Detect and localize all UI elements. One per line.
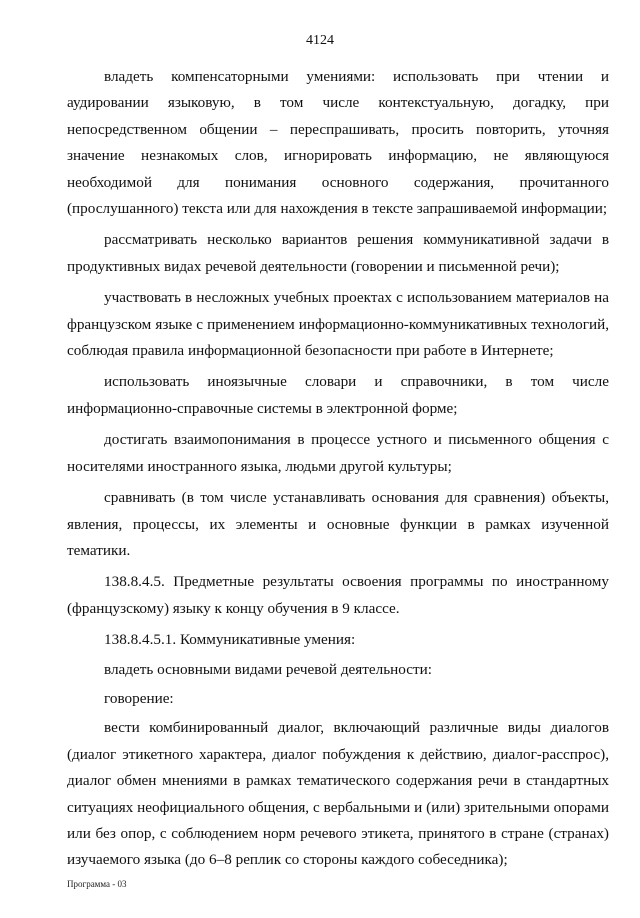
paragraph-speaking-heading: говорение: [104, 689, 174, 707]
paragraph-dictionaries: использовать иноязычные словари и справочники, в том числе информационно-справочные системы в электронной форме; [67, 373, 609, 417]
paragraph-compensatory-skills: владеть компенсаторными умениями: использовать при чтении и аудировании языковую, в том числе контекстуальную, догадку, при непосредственном общении – переспрашивать, просить повторить, уточняя значение незнакомых слов, игнорировать информацию, не являющуюся необходимой для понимания основного содержания, прочитанного (прослушанного) текста или для нахождения в тексте запрашиваемой информации; [67, 68, 609, 218]
paragraph-section-138-8-4-5-1: 138.8.4.5.1. Коммуникативные умения: [104, 631, 356, 649]
document-body [67, 64, 609, 879]
paragraph-comparison: сравнивать (в том числе устанавливать основания для сравнения) объекты, явления, процессы, их элементы и основные функции в рамках изученной тематики. [67, 489, 609, 559]
footer-program-label: Программа - 03 [67, 879, 127, 889]
paragraph-section-138-8-4-5: 138.8.4.5. Предметные результаты освоения программы по иностранному (французскому) языку к концу обучения в 9 классе. [67, 573, 609, 617]
paragraph-dialogue: вести комбинированный диалог, включающий различные виды диалогов (диалог этикетного характера, диалог побуждения к действию, диалог-расспрос), диалог обмен мнениями в рамках тематического содержания речи в стандартных ситуациях неофициального общения, с вербальными и (или) зрительными опорами или без опор, с соблюдением норм речевого этикета, принятого в стране (странах) изучаемого языка (до 6–8 реплик со стороны каждого собеседника); [67, 719, 609, 869]
paragraph-task-solutions: рассматривать несколько вариантов решения коммуникативной задачи в продуктивных видах речевой деятельности (говорении и письменной речи); [67, 231, 609, 275]
page-number: 4124 [306, 33, 334, 48]
paragraph-projects: участвовать в несложных учебных проектах с использованием материалов на французском языке с применением информационно-коммуникативных технологий, соблюдая правила информационной безопасности при работе в Интернете; [67, 289, 609, 360]
paragraph-speech-activity: владеть основными видами речевой деятельности: [104, 660, 432, 678]
paragraph-mutual-understanding: достигать взаимопонимания в процессе устного и письменного общения с носителями иностранного языка, людьми другой культуры; [67, 431, 609, 475]
